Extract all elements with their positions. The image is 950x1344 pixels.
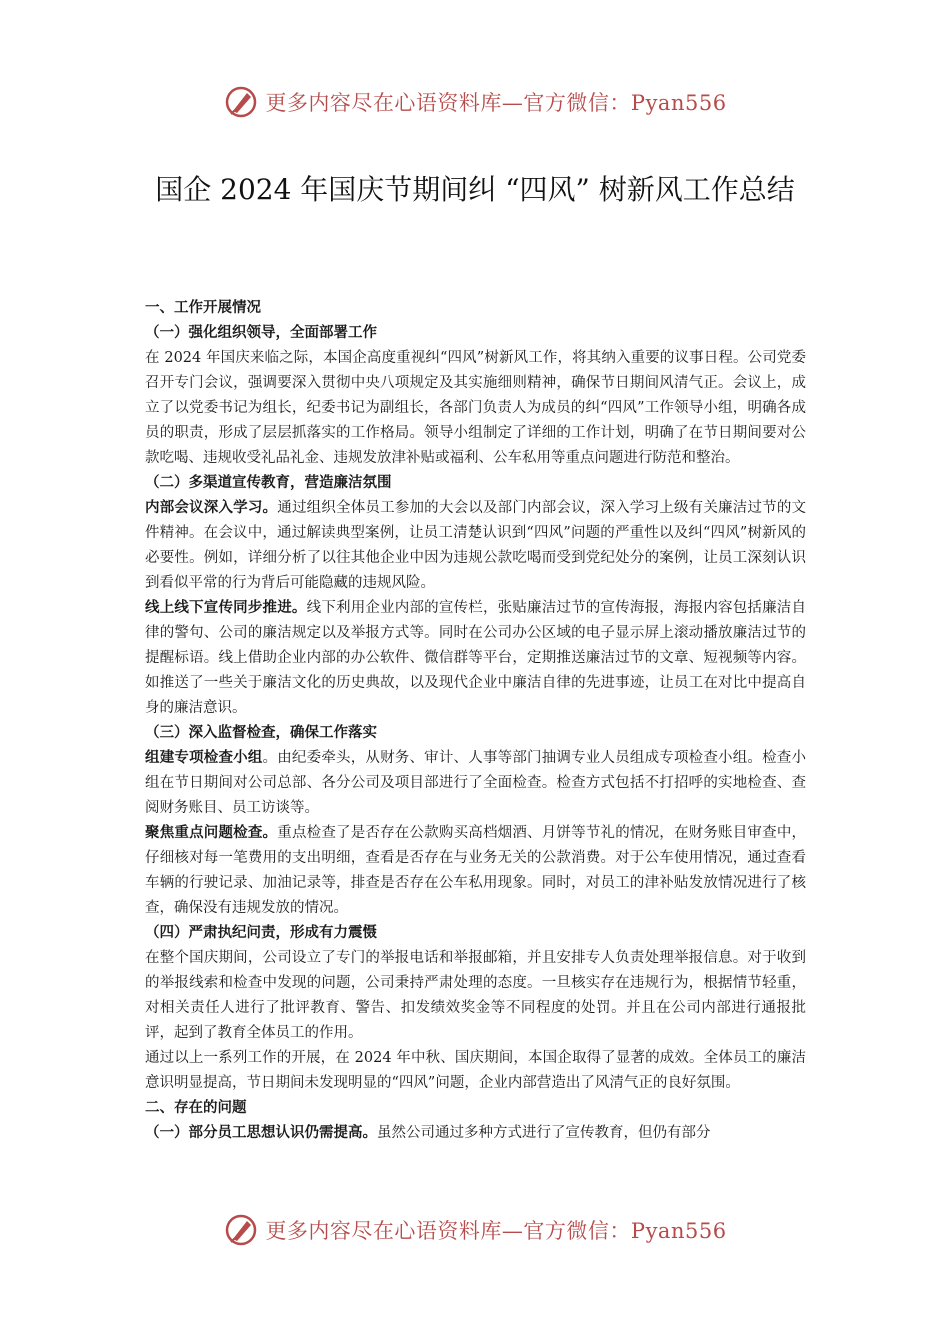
section-1-3-heading: （三）深入监督检查，确保工作落实 bbox=[145, 725, 377, 741]
section-1-2-paragraph-2 bbox=[145, 596, 806, 721]
paragraph-lead: 线上线下宣传同步推进。 bbox=[145, 600, 307, 616]
section-2-1-paragraph bbox=[145, 1121, 806, 1146]
header-banner[interactable] bbox=[0, 82, 950, 122]
pen-nib-logo-icon bbox=[223, 84, 259, 120]
footer-banner[interactable] bbox=[0, 1210, 950, 1250]
paragraph-text: 通过组织全体员工参加的大会以及部门内部会议，深入学习上级有关廉洁过节的文件精神。在会议中，通过解读典型案例，让员工清楚认识到“四风”问题的严重性以及纠“四风”树新风的必要性。例如，详细分析了以往其他企业中因为违规公款吃喝而受到党纪处分的案例，让员工深刻认识到看似平常的行为背后可能隐藏的违规风险。 bbox=[145, 500, 807, 591]
paragraph-lead: 聚焦重点问题检查。 bbox=[145, 825, 278, 841]
section-1-3-paragraph-2 bbox=[145, 821, 806, 921]
section-1-1-paragraph: 在 2024 年国庆来临之际，本国企高度重视纠“四风”树新风工作，将其纳入重要的议事日程。公司党委召开专门会议，强调要深入贯彻中央八项规定及其实施细则精神，确保节日期间风清气正。会议上，成立了以党委书记为组长，纪委书记为副组长，各部门负责人为成员的纠“四风”工作领导小组，明确各成员的职责，形成了层层抓落实的工作格局。领导小组制定了详细的工作计划，明确了在节日期间要对公款吃喝、违规收受礼品礼金、违规发放津补贴或福利、公车私用等重点问题进行防范和整治。 bbox=[145, 350, 806, 466]
paragraph-text: 线下利用企业内部的宣传栏，张贴廉洁过节的宣传海报，海报内容包括廉洁自律的警句、公司的廉洁规定以及举报方式等。同时在公司办公区域的电子显示屏上滚动播放廉洁过节的提醒标语。线上借助企业内部的办公软件、微信群等平台，定期推送廉洁过节的文章、短视频等内容。如推送了一些关于廉洁文化的历史典故，以及现代企业中廉洁自律的先进事迹，让员工在对比中提高自身的廉洁意识。 bbox=[145, 600, 806, 716]
section-1-4-paragraph: 在整个国庆期间，公司设立了专门的举报电话和举报邮箱，并且安排专人负责处理举报信息。对于收到的举报线索和检查中发现的问题，公司秉持严肃处理的态度。一旦核实存在违规行为，根据情节轻重，对相关责任人进行了批评教育、警告、扣发绩效奖金等不同程度的处罚。并且在公司内部进行通报批评，起到了教育全体员工的作用。 bbox=[145, 950, 806, 1041]
paragraph-lead: 组建专项检查小组 bbox=[145, 750, 263, 766]
paragraph-text: 重点检查了是否存在公款购买高档烟酒、月饼等节礼的情况，在财务账目审查中，仔细核对每一笔费用的支出明细，查看是否存在与业务无关的公款消费。对于公车使用情况，通过查看车辆的行驶记录、加油记录等，排查是否存在公车私用现象。同时，对员工的津补贴发放情况进行了核查，确保没有违规发放的情况。 bbox=[145, 825, 807, 916]
footer-banner-text: 更多内容尽在心语资料库—官方微信：Pyan556 bbox=[265, 1219, 727, 1243]
paragraph-lead: （一）部分员工思想认识仍需提高。 bbox=[145, 1125, 377, 1141]
section-1-3-paragraph-1 bbox=[145, 746, 806, 821]
section-1-2-heading: （二）多渠道宣传教育，营造廉洁氛围 bbox=[145, 475, 392, 491]
section-1-summary: 通过以上一系列工作的开展，在 2024 年中秋、国庆期间，本国企取得了显著的成效。全体员工的廉洁意识明显提高，节日期间未发现明显的“四风”问题，企业内部营造出了风清气正的良好氛围。 bbox=[145, 1050, 806, 1091]
paragraph-lead: 内部会议深入学习。 bbox=[145, 500, 278, 516]
section-1-2-paragraph-1 bbox=[145, 496, 806, 596]
section-1-4-heading: （四）严肃执纪问责，形成有力震慑 bbox=[145, 925, 377, 941]
document-body bbox=[145, 296, 806, 1146]
document-title: 国企 2024 年国庆节期间纠 “四风” 树新风工作总结 bbox=[155, 172, 795, 206]
paragraph-text: 。由纪委牵头，从财务、审计、人事等部门抽调专业人员组成专项检查小组。检查小组在节日期间对公司总部、各分公司及项目部进行了全面检查。检查方式包括不打招呼的实地检查、查阅财务账目、员工访谈等。 bbox=[145, 750, 806, 816]
paragraph-text: 虽然公司通过多种方式进行了宣传教育，但仍有部分 bbox=[377, 1125, 711, 1141]
section-1-1-heading: （一）强化组织领导，全面部署工作 bbox=[145, 325, 377, 341]
section-2-heading: 二、存在的问题 bbox=[145, 1100, 247, 1116]
header-banner-text: 更多内容尽在心语资料库—官方微信：Pyan556 bbox=[265, 91, 727, 115]
section-1-heading: 一、工作开展情况 bbox=[145, 300, 261, 316]
pen-nib-logo-icon bbox=[223, 1212, 259, 1248]
